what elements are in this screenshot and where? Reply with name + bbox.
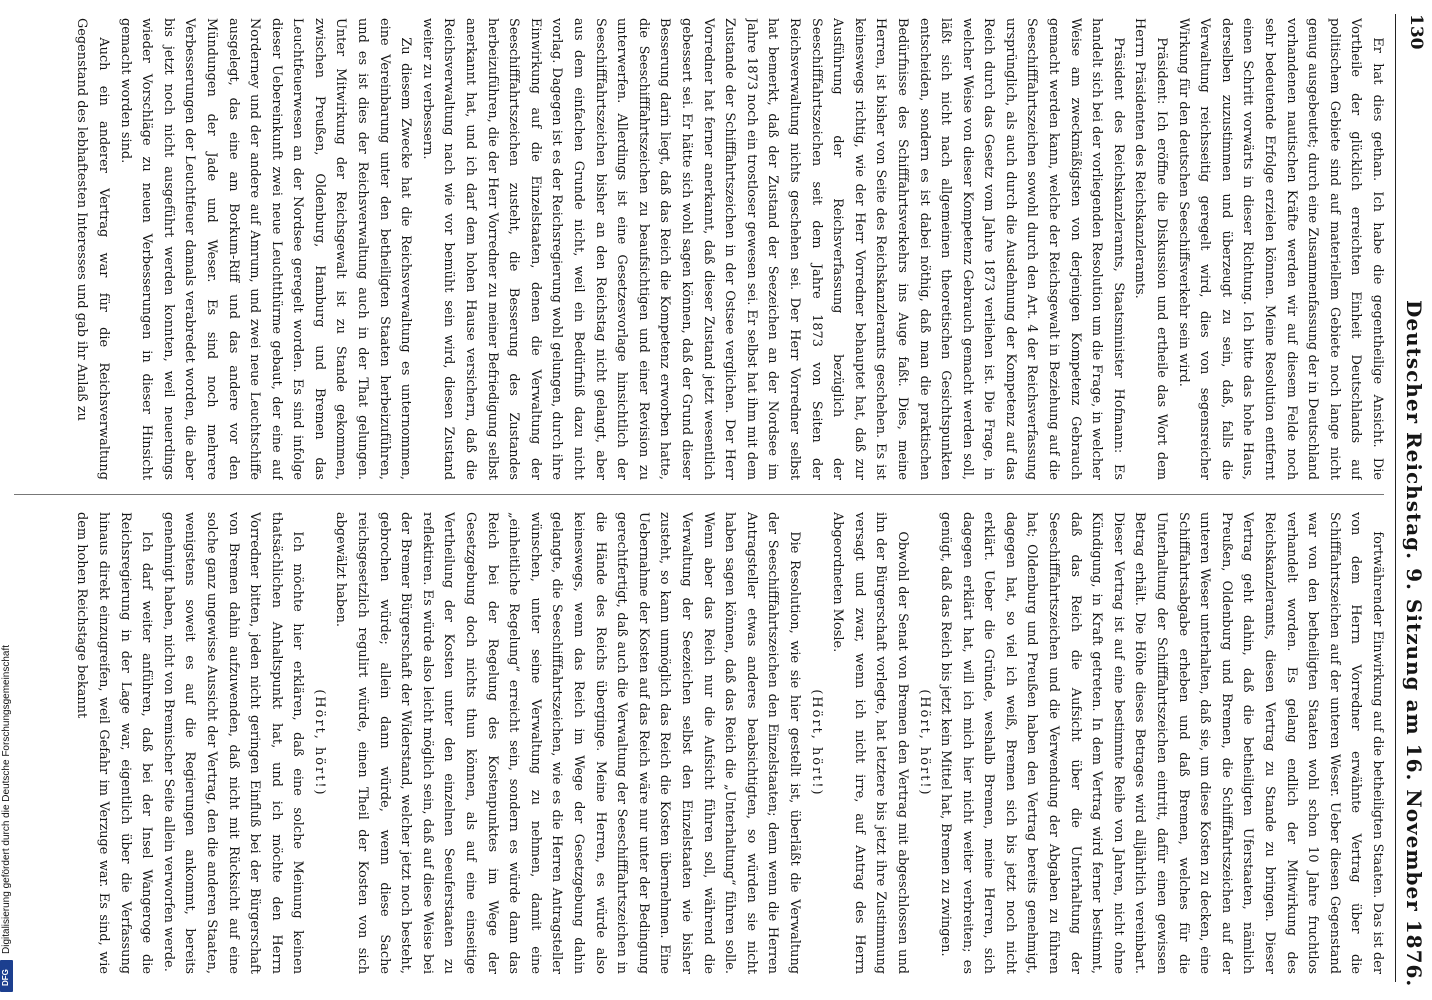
column-divider [8, 494, 1384, 495]
paragraph: Obwohl der Senat von Bremen den Vertrag mit abgeschlossen und ihn der Bürgerschaft vorlegte, hat letztere bis jetzt ihre Zustimmung versagt und zwar, wenn ich nicht irre, auf Antrag des Herrn Abgeordneten Mosle. [830, 512, 910, 974]
paragraph: Präsident des Reichskanzleramts, Staatsminister Hofmann: Es handelt sich bei der vorliegenden Resolution um die Frage, in welcher Weise am zweckmäßigsten von derjenigen Kompetenz Gebrauch gemacht werden kann, welche der Reichsgewalt in Beziehung auf die Seeschifffahrtszeichen sowohl durch den Art. 4 der Reichsverfassung ursprünglich, als auch durch die Ausdehnung der Kompetenz auf das Reich durch das Gesetz vom Jahre 1873 verliehen ist. Die Frage, in welcher Weise von dieser Kompetenz Gebrauch gemacht werden soll, läßt sich nicht nach allgemeinen theoretischen Gesichtspunkten entscheiden, sondern es ist dabei nöthig, daß man die praktischen Bedürfnisse des Schifffahrtsverkehrs ins Auge faßt. Dies, meine Herren, ist bisher von Seite des Reichskanzleramts geschehen. Es ist keineswegs richtig, wie der Herr Vorredner behauptet hat, daß zur Ausführung der Reichsverfassung bezüglich der Seeschifffahrtszeichen seit dem Jahre 1873 von Seiten der Reichsverwaltung nichts geschehen sei. Der Herr Vorredner selbst hat bemerkt, daß der Zustand der Seezeichen an der Nordsee im Jahre 1873 noch ein trostloser gewesen sei. Er selbst hat ihm mit dem Zustande der Schifffahrtszeichen in der Ostsee verglichen. Der Herr Vorredner hat ferner anerkannt, daß dieser Zustand jetzt wesentlich gebessert sei. Er hätte sich wohl sagen können, daß der Grund dieser Besserung darin liegt, daß das Reich die Kompetenz erworben hatte, die Seeschifffahrtszeichen zu beaufsichtigen und einer Revision zu unterwerfen. Allerdings ist eine Gesetzesvorlage hinsichtlich der Seeschifffahrtszeichen bisher an den Reichstag nicht gelangt, aber aus dem einfachen Grunde nicht, weil ein Bedürfniß dazu nicht vorlag. Dagegen ist es der Reichsregierung wohl gelungen, durch ihre Einwirkung auf die Einzelstaaten, denen die Verwaltung der Seeschifffahrtszeichen zusteht, die Besserung des Zustandes herbeizuführen, die der Herr Vorredner zu meiner Befriedigung selbst anerkannt hat, und ich darf dem hohen Hause versichern, daß die Reichsverwaltung nach wie vor bemüht sein wird, diesen Zustand weiter zu verbessern. [419, 18, 1126, 480]
right-text-column [12, 512, 1388, 974]
paragraph: Ich möchte hier erklären, daß eine solche Meinung keinen thatsächlichen Anhaltspunkt hat, und ich möchte den Herrn Vorredner bitten, jeden nicht geringen Einfluß bei der Bürgerschaft von Bremen dahin aufzuwenden, daß nicht mit Rücksicht auf eine solche ganz ungewisse Aussicht der Vertrag, den die anderen Staaten, wenigstens soweit es auf die Regierungen ankommt, bereits genehmigt haben, nicht von Bremischer Seite allein verworfen werde. [160, 512, 306, 974]
funding-attribution: Digitalisierung gefördert durch die Deutsche Forschungsgemeinschaft [1, 644, 12, 954]
left-text-column [12, 18, 1388, 480]
paragraph: Ich darf weiter anführen, daß bei der Insel Wangeroge die Reichsregierung in der Lage war, eigentlich über die Verfassung hinaus direkt einzugreifen, weil Gefahr im Verzuge war. Es sind, wie dem hohen Reichstage bekannt [74, 512, 155, 974]
interjection: (Hört, hört!) [808, 689, 824, 797]
digitization-footer [0, 0, 14, 1000]
page-number: 130 [1406, 14, 1426, 50]
paragraph: Zu diesem Zwecke hat die Reichsverwaltung es unternommen, eine Vereinbarung unter den betheiligten Staaten herbeizuführen, und es ist dies der Reichsverwaltung auch in der That gelungen. Unter Mitwirkung der Reichsgewalt ist zu Stande gekommen, zwischen Preußen, Oldenburg, Hamburg und Bremen das Leuchtfeuerwesen an der Nordsee geregelt worden. Es sind infolge dieser Uebereinkunft zwei neue Leuchtthürme gebaut, der eine auf Norderney und der andere auf Amrum, und zwei neue Leuchtschiffe ausgelegt, das eine am Borkum-Riff und das andere vor den Mündungen der Jade und Weser. Es sind noch mehrere Verbesserungen der Leuchtfeuer damals verabredet worden, die aber bis jetzt noch nicht ausgeführt werden konnten, weil neuerdings wieder Vorschläge zu neuen Verbesserungen in dieser Hinsicht gemacht worden sind. [117, 18, 414, 480]
header-rule [1395, 14, 1396, 982]
paragraph: fortwährender Einwirkung auf die betheiligten Staaten. Das ist der von dem Herrn Vorredner erwähnte Vertrag über die Schifffahrtszeichen auf der unteren Weser. Ueber diesen Gegenstand war von den betheiligten Staaten wohl schon 10 Jahre fruchtlos verhandelt worden. Es gelang endlich der Mitwirkung des Reichskanzleramts, diesen Vertrag zu Stande zu bringen. Dieser Vertrag geht dahin, daß die betheiligten Uferstaaten, nämlich Preußen, Oldenburg und Bremen, die Schifffahrtszeichen auf der unteren Weser unterhalten, daß sie, um diese Kosten zu decken, eine Schifffahrtsabgabe erheben und daß Bremen, welches für die Unterhaltung der Schifffahrtszeichen eintritt, dafür einen gewissen Betrag erhält. Die Höhe dieses Betrages wird alljährlich vereinbart. Dieser Vertrag ist auf eine bestimmte Reihe von Jahren, nicht ohne Kündigung, in Kraft getreten. In dem Vertrag wird ferner bestimmt, daß das Reich die Aufsicht über die Unterhaltung der Seeschifffahrtszeichen und die Verwendung der Abgaben zu führen hat; Oldenburg und Preußen haben den Vertrag bereits genehmigt, dagegen hat, so viel ich weiß, Bremen sich bis jetzt noch nicht erklärt. Ueber die Gründe, weshalb Bremen, meine Herren, sich dagegen erklärt hat, will ich mich hier nicht weiter verbreiten; es genügt, daß das Reich bis jetzt kein Mittel hat, Bremen zu zwingen. [938, 512, 1385, 974]
interjection: (Hört, hört!) [311, 689, 327, 797]
interjection: (Hört, hört!) [916, 689, 932, 797]
paragraph: Präsident: Ich eröffne die Diskussion und ertheile das Wort dem Herrn Präsidenten des Reichskanzleramts. [1132, 18, 1170, 480]
running-header-title: Deutscher Reichstag. 9. Sitzung am 16. November 1876. [1402, 300, 1426, 988]
dfg-logo-text: DFG [1, 969, 10, 986]
paragraph: Auch ein anderer Vertrag war für die Reichsverwaltung Gegenstand des lebhaftesten Interesses und gab ihr Anlaß zu [74, 18, 111, 480]
paragraph: Er hat dies gethan. Ich habe die gegentheilige Ansicht. Die Vortheile der glücklich erreichten Einheit Deutschlands auf politischem Gebiete sind auf materiellem Gebiete noch lange nicht genug ausgebeutet; durch eine Zusammenfassung der in Deutschland vorhandenen nautischen Kräfte werden wir auf diesem Felde noch sehr bedeutende Erfolge erzielen können. Meine Resolution entfernt einen Schritt vorwärts in dieser Richtung. Ich bitte das hohe Haus, derselben zuzustimmen und überzeugt zu sein, daß, falls die Verwaltung reichsseitig geregelt wird, dies von segensreicher Wirkung für den deutschen Seeschiffsverkehr sein wird. [1175, 18, 1385, 480]
paragraph: Die Resolution, wie sie hier gestellt ist, überläßt die Verwaltung der Seeschifffahrtszeichen den Einzelstaaten; denn wenn die Herren Antragsteller etwas anderes beabsichtigten, so würden sie nicht haben sagen können, daß das Reich die „Unterhaltung“ führen solle. Wenn aber das Reich nur die Aufsicht führen soll, während die Verwaltung der Seezeichen selbst den Einzelstaaten wie bisher zusteht, so kann unmöglich das Reich die Kosten übernehmen. Eine Uebernahme der Kosten auf das Reich wäre nur unter der Bedingung gerechtfertigt, daß auch die Verwaltung der Seeschifffahrtszeichen in die Hände des Reichs überginge. Meine Herren, es würde also keineswegs, wenn das Reich im Wege der Gesetzgebung dahin gelangte, die Seeschifffahrtszeichen, wie es die Herren Antragsteller wünschen, unter seine Verwaltung zu nehmen, damit eine „einheitliche Regelung“ erreicht sein, sondern es würde dann das Reich bei der Regelung des Kostenpunktes im Wege der Gesetzgebung doch nichts thun können, als auf eine einseitige Vertheilung der Kosten unter den einzelnen Seeuferstaaten zu reflektiren. Es würde also leicht möglich sein, daß auf diese Weise bei der Bremer Bürgerschaft der Widerstand, welcher jetzt noch besteht, gebrochen würde; allein dann würde, wenn diese Sache reichsgesetzlich regulirt würde, einen Theil der Kosten von sich abgewälzt haben. [333, 512, 802, 974]
dfg-logo [0, 960, 13, 992]
